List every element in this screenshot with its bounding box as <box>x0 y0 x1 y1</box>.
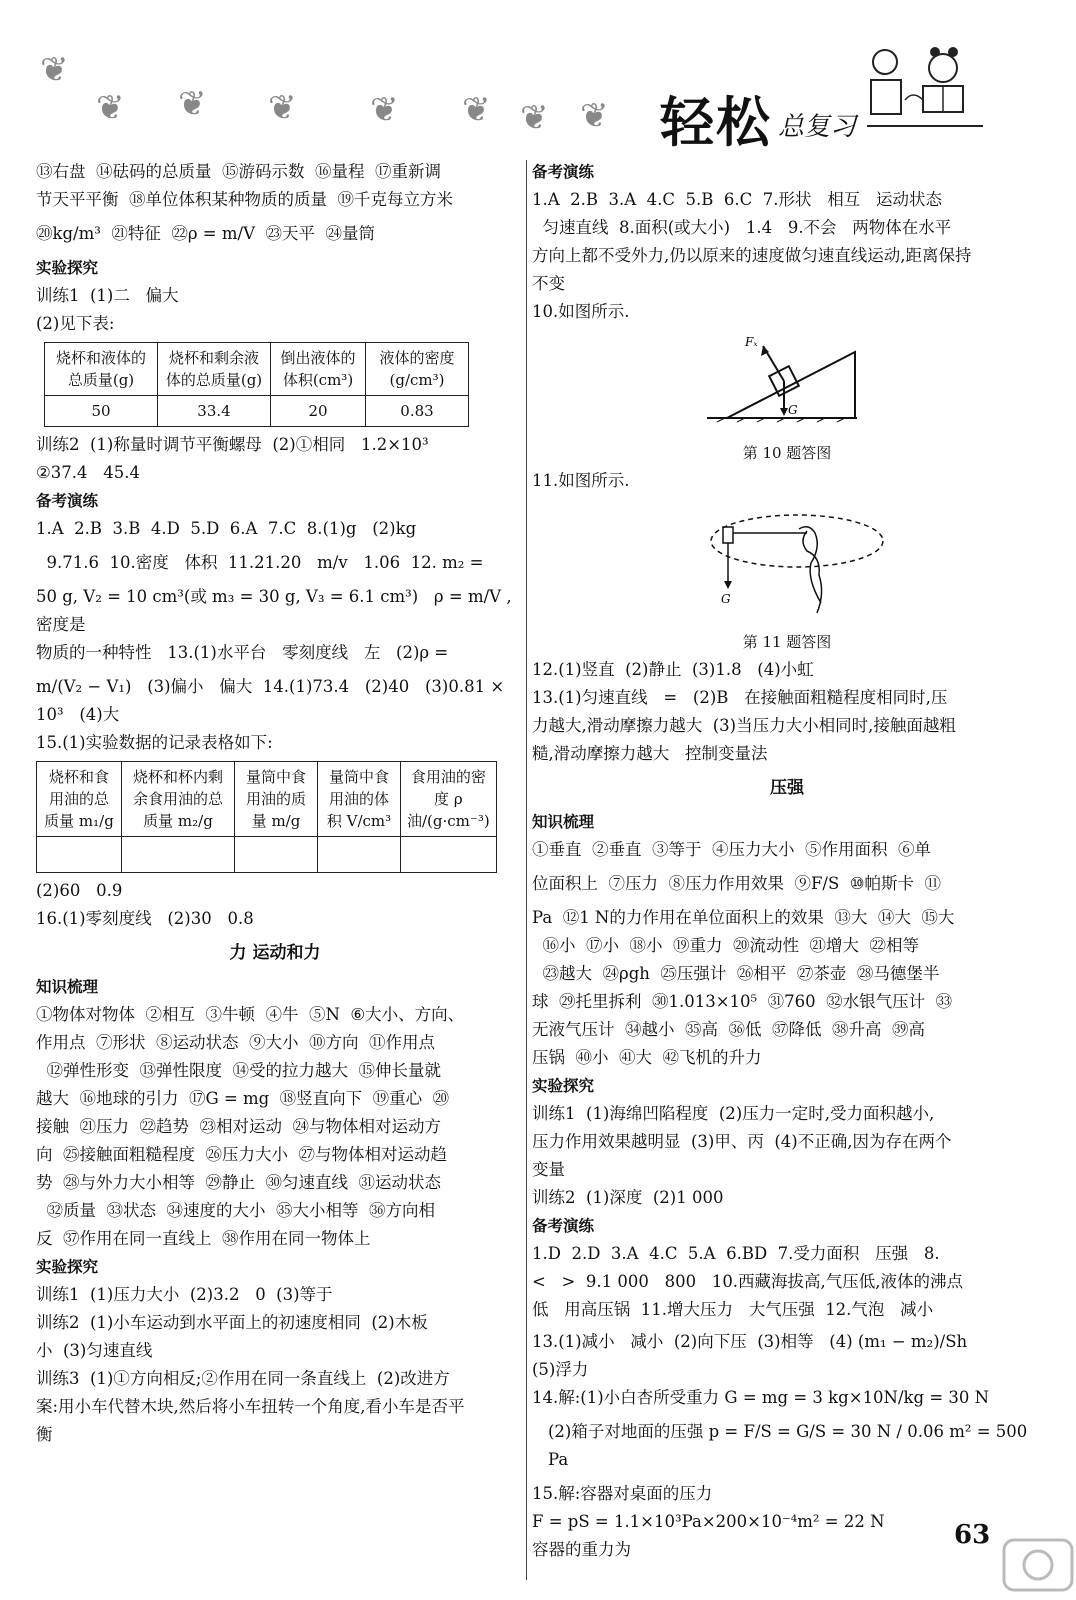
text-line: 反 ㊲作用在同一直线上 ㊳作用在同一物体上 <box>36 1229 371 1248</box>
table-header-cell: 量筒中食用油的体积 V/cm³ <box>318 762 401 837</box>
text-line: (2)见下表: <box>36 314 115 333</box>
maple-leaf-icon: ❦ <box>96 88 125 128</box>
text-line: 衡 <box>36 1425 53 1444</box>
text-line: 不变 <box>532 274 565 293</box>
maple-leaf-icon: ❦ <box>580 96 609 136</box>
text-line: 球 ㉙托里拆利 ㉚1.013×10⁵ ㉛760 ㉜水银气压计 ㉝ <box>532 992 953 1011</box>
page-header <box>0 0 1076 154</box>
text-line: ①垂直 ②垂直 ③等于 ④压力大小 ⑤作用面积 ⑥单 <box>532 840 931 859</box>
text-line: 1.D 2.D 3.A 4.C 5.A 6.BD 7.受力面积 压强 8. <box>532 1244 940 1263</box>
section-heading: 知识梳理 <box>36 978 99 996</box>
maple-leaf-icon: ❦ <box>178 84 207 124</box>
table-cell <box>122 837 235 873</box>
figure-11 <box>532 499 1042 656</box>
chapter-title: 压强 <box>770 778 804 798</box>
text-line: 糙,滑动摩擦力越大 控制变量法 <box>532 744 768 763</box>
text-line: 训练2 (1)称量时调节平衡螺母 (2)①相同 1.2×10³ <box>36 435 429 454</box>
text-line: 作用点 ⑦形状 ⑧运动状态 ⑨大小 ⑩方向 ⑪作用点 <box>36 1033 435 1052</box>
table-cell: 20 <box>271 396 366 427</box>
brand-title: 轻松 <box>660 90 772 154</box>
brand-subtitle: 总复习 <box>778 112 857 142</box>
text-line: 低 用高压锅 11.增大压力 大气压强 12.气泡 减小 <box>532 1300 934 1319</box>
figure-10 <box>532 330 1042 467</box>
text-line: 13.(1)减小 减小 (2)向下压 (3)相等 (4) (m₁ − m₂)/Sh <box>532 1332 968 1351</box>
incline-force-diagram <box>687 330 887 430</box>
text-line: ②37.4 45.4 <box>36 463 141 482</box>
text-line: ⑬右盘 ⑭砝码的总质量 ⑮游码示数 ⑯量程 ⑰重新调 <box>36 162 441 181</box>
text-line: 训练1 (1)二 偏大 <box>36 286 179 305</box>
text-line: 压锅 ㊵小 ㊶大 ㊷飞机的升力 <box>532 1048 762 1067</box>
text-line: 训练1 (1)压力大小 (2)3.2 0 (3)等于 <box>36 1285 333 1304</box>
table-cell: 0.83 <box>366 396 469 427</box>
text-line: 容器的重力为 <box>532 1540 631 1559</box>
text-line: 匀速直线 8.面积(或大小) 1.4 9.不会 两物体在水平 <box>532 218 952 237</box>
table-header-cell: 烧杯和液体的总质量(g) <box>45 343 158 396</box>
text-line: ①物体对物体 ②相互 ③牛顿 ④牛 ⑤N ⑥大小、方向、 <box>36 1005 465 1024</box>
text-line: 接触 ㉑压力 ㉒趋势 ㉓相对运动 ㉔与物体相对运动方 <box>36 1117 441 1136</box>
text-line: 1.A 2.B 3.B 4.D 5.D 6.A 7.C 8.(1)g (2)kg <box>36 519 417 538</box>
left-column <box>36 158 514 1449</box>
section-heading: 实验探究 <box>36 1258 99 1276</box>
table-cell <box>318 837 401 873</box>
text-line: ⑳kg/m³ ㉑特征 ㉒ρ = m/V ㉓天平 ㉔量筒 <box>36 224 375 243</box>
text-line: (2)箱子对地面的压强 p = F/S = G/S = 30 N / 0.06 m² = 500 Pa <box>548 1422 1033 1469</box>
section-heading: 备考演练 <box>532 163 595 181</box>
text-line: ㉜质量 ㉝状态 ㉞速度的大小 ㉟大小相等 ㊱方向相 <box>36 1201 435 1220</box>
right-column <box>532 158 1042 1564</box>
text-line: 14.解:(1)小白杏所受重力 G = mg = 3 kg×10N/kg = 30 N <box>532 1388 990 1407</box>
data-table <box>44 342 469 427</box>
maple-leaf-icon: ❦ <box>462 90 491 130</box>
table-header-cell: 烧杯和剩余液体的总质量(g) <box>158 343 271 396</box>
text-line: ⑯小 ⑰小 ⑱小 ⑲重力 ⑳流动性 ㉑增大 ㉒相等 <box>532 936 919 955</box>
page-number: 63 <box>954 1520 991 1550</box>
text-line: 15.(1)实验数据的记录表格如下: <box>36 733 273 752</box>
text-line: 越大 ⑯地球的引力 ⑰G = mg ⑱竖直向下 ⑲重心 ⑳ <box>36 1089 450 1108</box>
section-heading: 备考演练 <box>532 1217 595 1235</box>
maple-leaf-icon: ❦ <box>370 90 399 130</box>
text-line: 1.A 2.B 3.A 4.C 5.B 6.C 7.形状 相互 运动状态 <box>532 190 942 209</box>
text-line: F = pS = 1.1×10³Pa×200×10⁻⁴m² = 22 N <box>532 1512 885 1531</box>
text-line: (2)60 0.9 <box>36 881 123 900</box>
text-line: 方向上都不受外力,仍以原来的速度做匀速直线运动,距离保持 <box>532 246 972 265</box>
table-header-cell: 液体的密度(g/cm³) <box>366 343 469 396</box>
section-heading: 实验探究 <box>36 259 99 277</box>
table-cell <box>235 837 318 873</box>
data-table <box>36 761 497 873</box>
table-header-cell: 量筒中食用油的质量 m/g <box>235 762 318 837</box>
maple-leaf-icon: ❦ <box>520 98 549 138</box>
text-line: (5)浮力 <box>532 1360 589 1379</box>
text-line: 10.如图所示. <box>532 302 630 321</box>
maple-leaf-icon: ❦ <box>40 50 69 90</box>
text-line: 压力作用效果越明显 (3)甲、丙 (4)不正确,因为存在两个 <box>532 1132 952 1151</box>
force-label: Fₓ <box>745 335 758 349</box>
reading-kids-illustration <box>865 40 985 130</box>
text-line: m/(V₂ − V₁) (3)偏小 偏大 14.(1)73.4 (2)40 (3)0.81 × <box>36 677 505 696</box>
table-header-cell: 烧杯和杯内剩余食用油的总质量 m₂/g <box>122 762 235 837</box>
table-cell <box>401 837 497 873</box>
text-line: 小 (3)匀速直线 <box>36 1341 153 1360</box>
text-line: 11.如图所示. <box>532 471 630 490</box>
text-line: 训练1 (1)海绵凹陷程度 (2)压力一定时,受力面积越小, <box>532 1104 935 1123</box>
table-header-cell: 倒出液体的体积(cm³) <box>271 343 366 396</box>
text-line: 物质的一种特性 13.(1)水平台 零刻度线 左 (2)ρ = <box>36 643 449 662</box>
text-line: Pa ⑫1 N的力作用在单位面积上的效果 ⑬大 ⑭大 ⑮大 <box>532 908 955 927</box>
table-header-cell: 烧杯和食用油的总质量 m₁/g <box>37 762 122 837</box>
text-line: 16.(1)零刻度线 (2)30 0.8 <box>36 909 254 928</box>
table-cell <box>37 837 122 873</box>
text-line: 训练2 (1)小车运动到水平面上的初速度相同 (2)木板 <box>36 1313 428 1332</box>
text-line: 50 g, V₂ = 10 cm³(或 m₃ = 30 g, V₃ = 6.1 cm³) ρ = m/V ,密度是 <box>36 587 512 634</box>
maple-leaf-icon: ❦ <box>268 88 297 128</box>
section-heading: 备考演练 <box>36 492 99 510</box>
section-heading: 实验探究 <box>532 1077 595 1095</box>
text-line: 势 ㉘与外力大小相等 ㉙静止 ㉚匀速直线 ㉛运动状态 <box>36 1173 441 1192</box>
column-divider <box>526 160 527 1580</box>
text-line: 变量 <box>532 1160 565 1179</box>
text-line: 15.解:容器对桌面的压力 <box>532 1484 713 1503</box>
gravity-label: G <box>721 592 731 606</box>
watermark-logo <box>1000 1530 1076 1600</box>
text-line: 节天平平衡 ⑱单位体积某种物质的质量 ⑲千克每立方米 <box>36 190 453 209</box>
text-line: ⑫弹性形变 ⑬弹性限度 ⑭受的拉力越大 ⑮伸长量就 <box>36 1061 441 1080</box>
figure-caption: 第 10 题答图 <box>742 444 832 462</box>
figure-caption: 第 11 题答图 <box>742 633 832 651</box>
text-line: ㉓越大 ㉔ρgh ㉕压强计 ㉖相平 ㉗茶壶 ㉘马德堡半 <box>532 964 940 983</box>
text-line: 案:用小车代替木块,然后将小车扭转一个角度,看小车是否平 <box>36 1397 465 1416</box>
table-header-cell: 食用油的密度 ρ油/(g·cm⁻³) <box>401 762 497 837</box>
text-line: 向 ㉕接触面粗糙程度 ㉖压力大小 ㉗与物体相对运动趋 <box>36 1145 447 1164</box>
text-line: 12.(1)竖直 (2)静止 (3)1.8 (4)小虹 <box>532 660 814 679</box>
text-line: 训练3 (1)①方向相反;②作用在同一条直线上 (2)改进方 <box>36 1369 450 1388</box>
text-line: 无液气压计 ㉞越小 ㉟高 ㊱低 ㊲降低 ㊳升高 ㊴高 <box>532 1020 925 1039</box>
text-line: 力越大,滑动摩擦力越大 (3)当压力大小相同时,接触面越粗 <box>532 716 956 735</box>
text-line: < > 9.1 000 800 10.西藏海拔高,气压低,液体的沸点 <box>532 1272 964 1291</box>
gravity-label: G <box>788 403 798 417</box>
table-cell: 33.4 <box>158 396 271 427</box>
text-line: 13.(1)匀速直线 = (2)B 在接触面粗糙程度相同时,压 <box>532 688 948 707</box>
text-line: 10³ (4)大 <box>36 705 120 724</box>
section-heading: 知识梳理 <box>532 813 595 831</box>
table-cell: 50 <box>45 396 158 427</box>
text-line: 9.71.6 10.密度 体积 11.21.20 m/v 1.06 12. m₂ = <box>36 553 484 572</box>
chapter-title: 力 运动和力 <box>229 943 321 963</box>
text-line: 训练2 (1)深度 (2)1 000 <box>532 1188 724 1207</box>
circular-motion-diagram <box>687 499 887 619</box>
text-line: 位面积上 ⑦压力 ⑧压力作用效果 ⑨F/S ⑩帕斯卡 ⑪ <box>532 874 942 893</box>
